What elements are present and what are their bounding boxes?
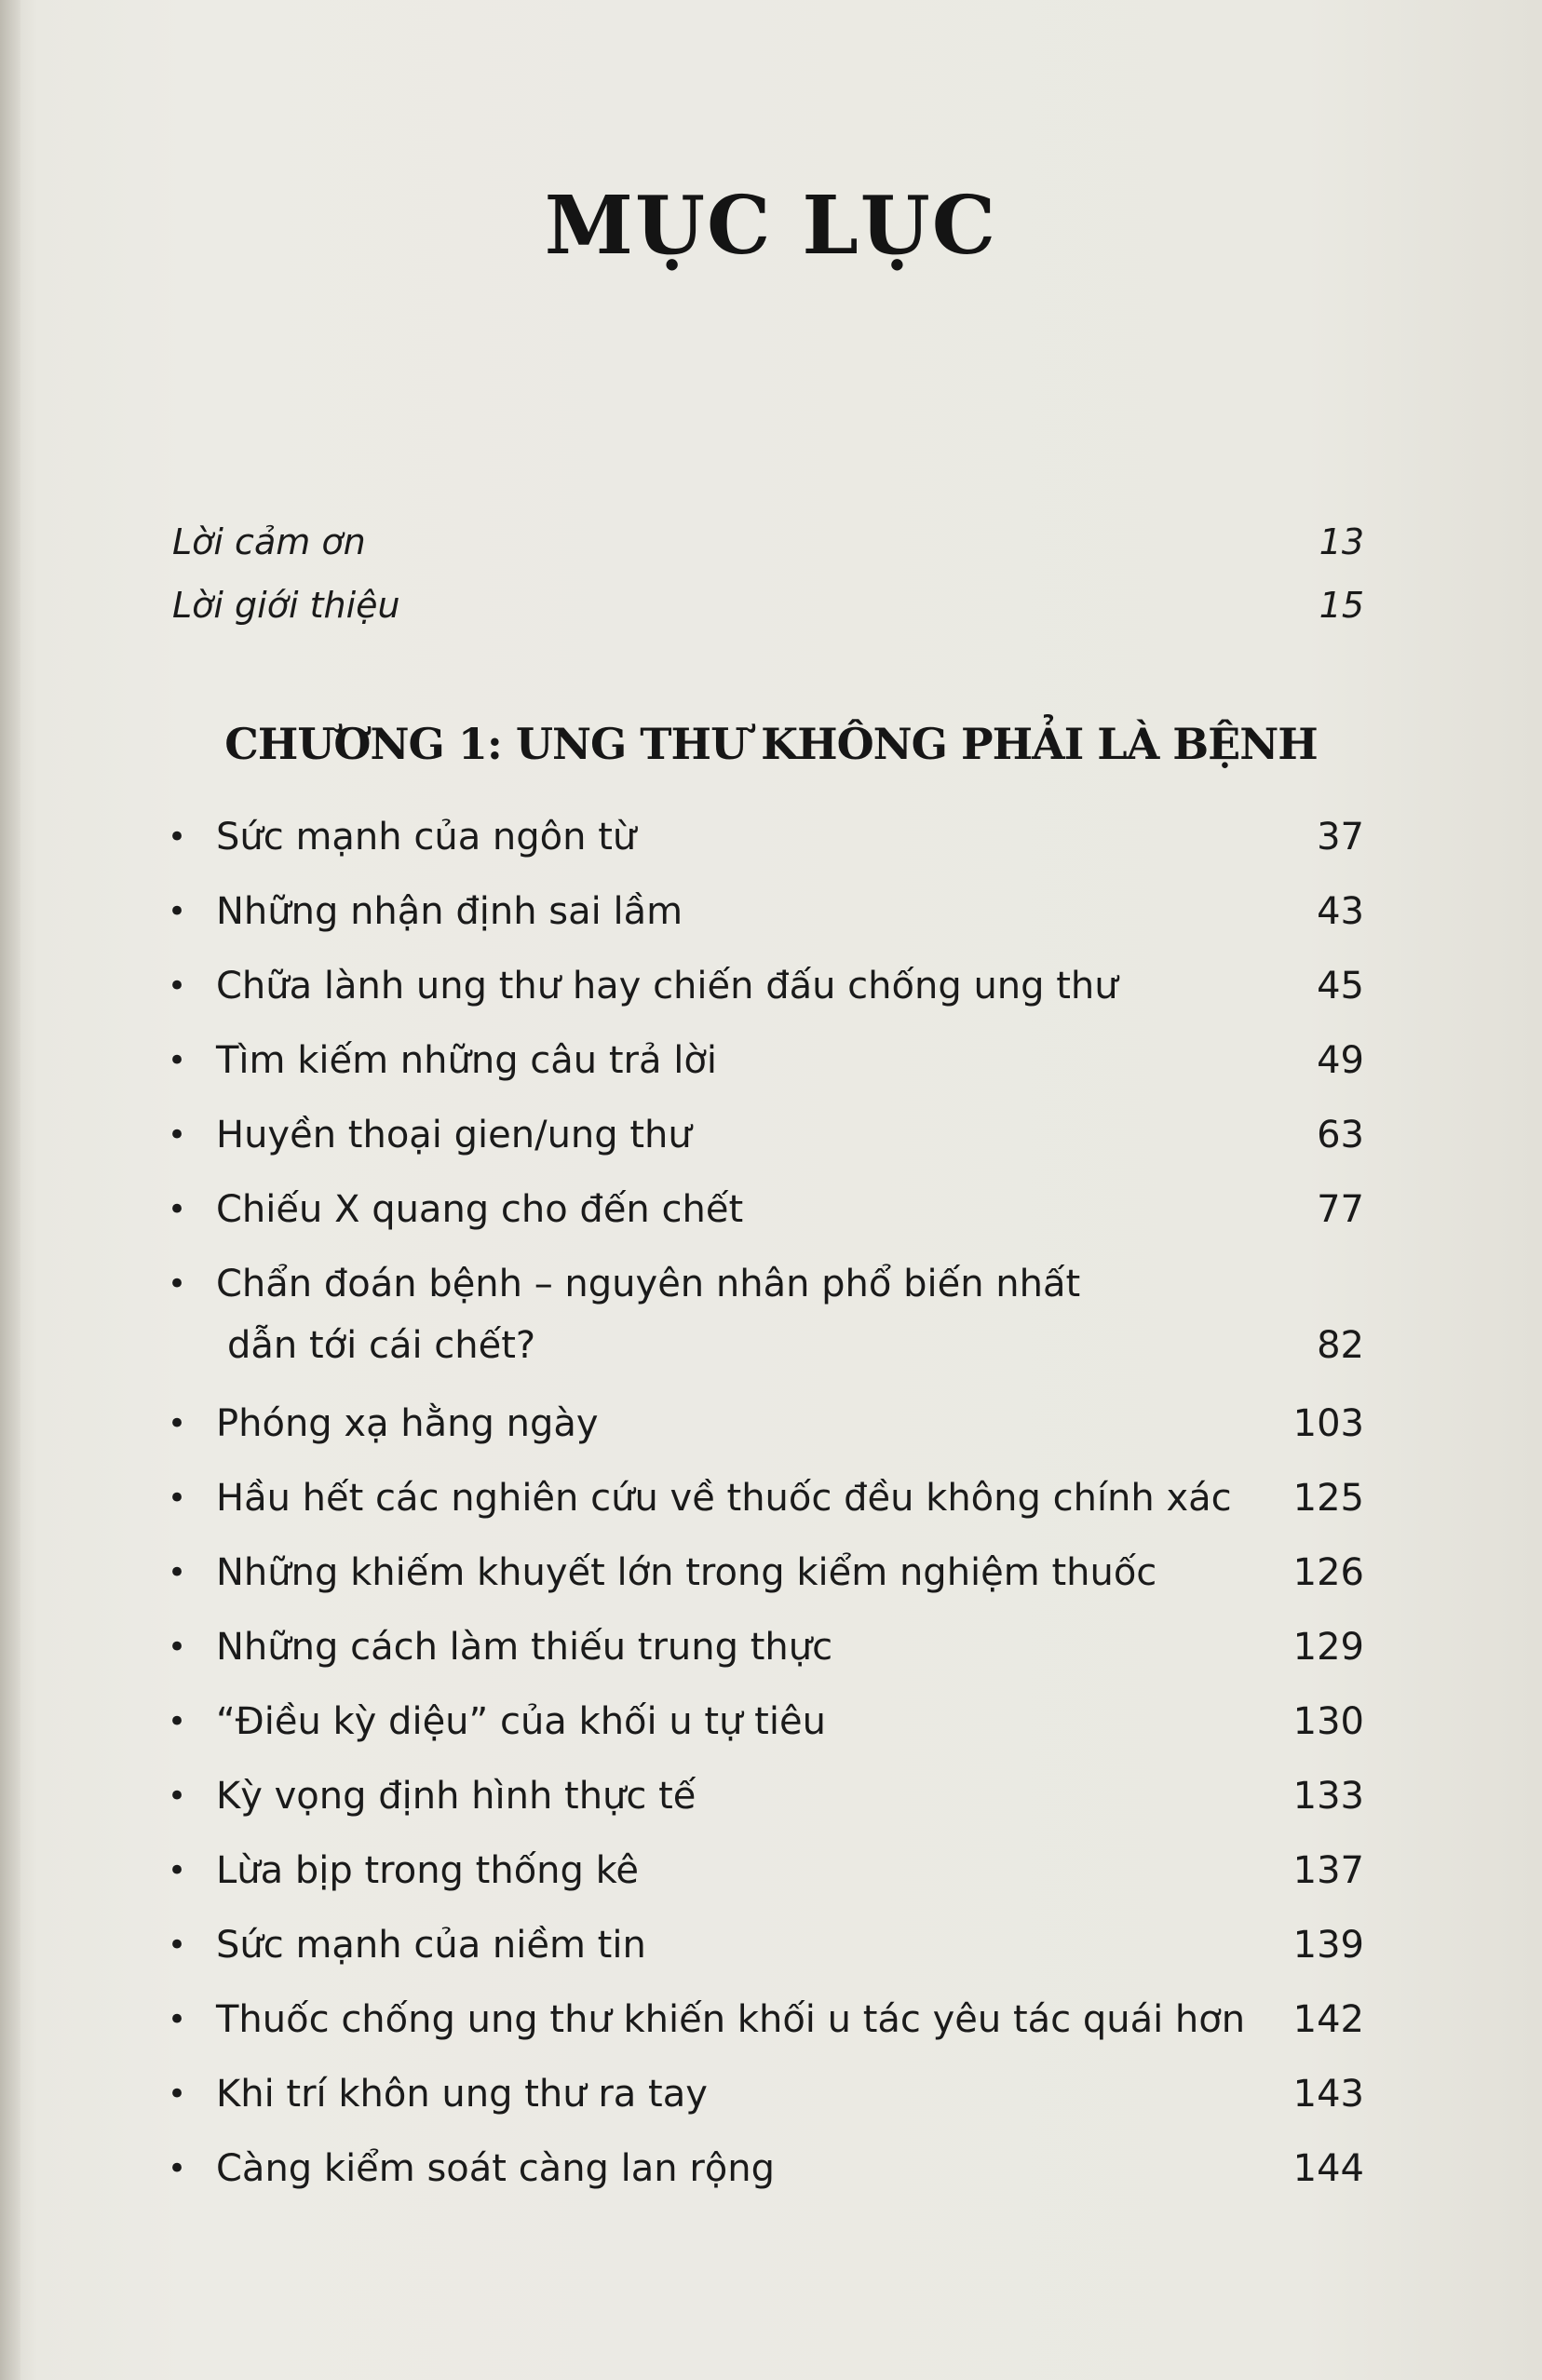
bullet: •	[168, 2076, 187, 2113]
toc-entry-page: 49	[1317, 1039, 1364, 1082]
toc-entry-title: “Điều kỳ diệu” của khối u tự tiêu	[216, 1700, 826, 1743]
bullet: •	[168, 1116, 187, 1154]
toc-entry-page: 137	[1292, 1849, 1364, 1892]
bullet: •	[168, 1265, 187, 1303]
toc-entry-page: 43	[1317, 890, 1364, 933]
toc-entry-page: 139	[1292, 1924, 1364, 1967]
toc-entry-title: Tìm kiếm những câu trả lời	[216, 1039, 717, 1082]
toc-entry-page: 77	[1317, 1188, 1364, 1231]
toc-entry-title: Hầu hết các nghiên cứu về thuốc đều không chính xác	[216, 1477, 1232, 1520]
toc-entry-title: Thuốc chống ung thư khiến khối u tác yêu tác quái hơn	[216, 1998, 1246, 2041]
toc-entry-title: Phóng xạ hằng ngày	[216, 1402, 599, 1445]
toc-entry-page: 143	[1292, 2073, 1364, 2116]
toc-entry-page: 142	[1292, 1998, 1364, 2041]
toc-entry-page: 63	[1317, 1114, 1364, 1156]
front-matter-page: 15	[1319, 585, 1364, 626]
toc-entry-page: 45	[1317, 965, 1364, 1007]
toc-entry-title: Sức mạnh của niềm tin	[216, 1924, 646, 1967]
bullet: •	[168, 1703, 187, 1740]
page-gutter	[0, 0, 20, 2380]
toc-entry-page: 133	[1292, 1775, 1364, 1818]
bullet: •	[168, 1480, 187, 1517]
bullet: •	[168, 818, 187, 856]
front-matter-item-introduction	[172, 585, 1364, 626]
toc-entry-title: Kỳ vọng định hình thực tế	[216, 1775, 697, 1818]
toc-entry-page: 130	[1292, 1700, 1364, 1743]
bullet: •	[168, 1554, 187, 1591]
chapter-heading: CHƯƠNG 1: UNG THƯ KHÔNG PHẢI LÀ BỆNH	[224, 719, 1318, 769]
bullet: •	[168, 1778, 187, 1815]
bullet: •	[168, 2150, 187, 2187]
front-matter-label: Lời cảm ơn	[172, 521, 366, 562]
toc-entry-page: 82	[1317, 1324, 1364, 1367]
bullet: •	[168, 1191, 187, 1228]
toc-entry-page: 37	[1317, 816, 1364, 859]
toc-entry-page: 103	[1292, 1402, 1364, 1445]
toc-entry-title: Lừa bịp trong thống kê	[216, 1849, 639, 1892]
bullet: •	[168, 1042, 187, 1079]
toc-entry-title: Những cách làm thiếu trung thực	[216, 1626, 833, 1669]
toc-entry-title-continued: dẫn tới cái chết?	[227, 1324, 536, 1367]
toc-entry-title: Chữa lành ung thư hay chiến đấu chống ung thư	[216, 965, 1118, 1007]
bullet: •	[168, 967, 187, 1005]
toc-entry-title: Những khiếm khuyết lớn trong kiểm nghiệm thuốc	[216, 1551, 1157, 1594]
bullet: •	[168, 1405, 187, 1442]
bullet: •	[168, 1852, 187, 1889]
bullet: •	[168, 893, 187, 930]
front-matter-item-acknowledgements	[172, 521, 1364, 562]
toc-entry-page: 126	[1292, 1551, 1364, 1594]
toc-entry-title: Huyền thoại gien/ung thư	[216, 1114, 692, 1156]
bullet: •	[168, 2001, 187, 2038]
bullet: •	[168, 1629, 187, 1666]
toc-entry-page: 144	[1292, 2147, 1364, 2190]
toc-entry-page: 125	[1292, 1477, 1364, 1520]
toc-entry-title: Chẩn đoán bệnh – nguyên nhân phổ biến nhất	[216, 1263, 1081, 1305]
page-title: MỤC LỤC	[544, 179, 998, 273]
front-matter-label: Lời giới thiệu	[172, 585, 400, 626]
bullet: •	[168, 1927, 187, 1964]
toc-entry-page: 129	[1292, 1626, 1364, 1669]
front-matter-page: 13	[1319, 521, 1364, 562]
toc-entry-title: Những nhận định sai lầm	[216, 890, 683, 933]
toc-entry-title: Sức mạnh của ngôn từ	[216, 816, 637, 859]
toc-entry-title: Chiếu X quang cho đến chết	[216, 1188, 744, 1231]
toc-entry-title: Càng kiểm soát càng lan rộng	[216, 2147, 775, 2190]
toc-entry-title: Khi trí khôn ung thư ra tay	[216, 2073, 708, 2116]
